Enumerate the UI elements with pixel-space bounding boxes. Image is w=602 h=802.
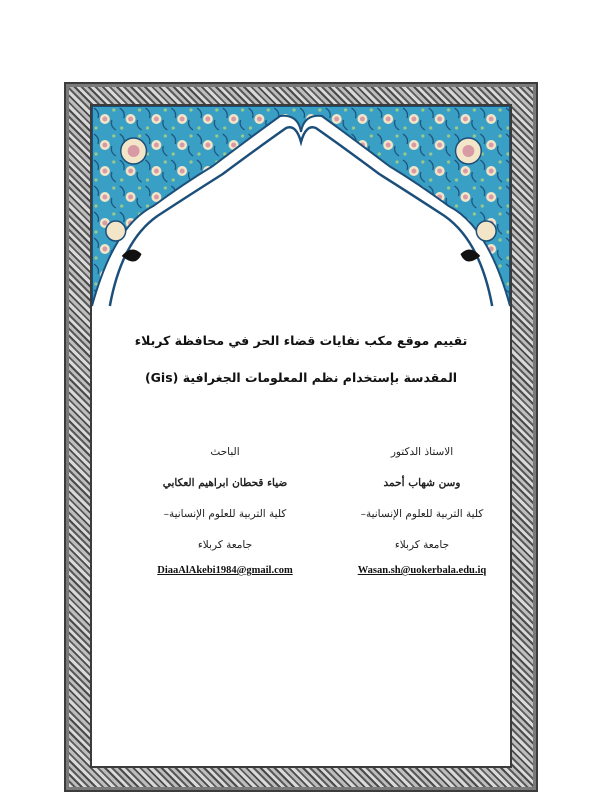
author-right-block xyxy=(337,441,507,576)
author-left-name: ضياء قحطان ابراهيم العكابي xyxy=(162,477,288,489)
author-right-name: وسن شهاب أحمد xyxy=(383,477,461,489)
author-left-email-link[interactable]: DiaaAlAkebi1984@gmail.com xyxy=(157,565,293,576)
author-left-block xyxy=(140,441,310,576)
author-right-email-link[interactable]: Wasan.sh@uokerbala.edu.iq xyxy=(357,565,487,576)
author-right-role: الاستاذ الدكتور xyxy=(390,446,454,458)
author-left-role: الباحث xyxy=(210,446,240,458)
ornamental-arch xyxy=(92,106,510,311)
author-right-university: جامعة كربلاء xyxy=(394,539,450,551)
frame-inner-border xyxy=(90,104,512,768)
cover-page xyxy=(92,106,510,766)
author-left-college: كلية التربية للعلوم الإنسانية– xyxy=(163,508,287,520)
author-right-college: كلية التربية للعلوم الإنسانية– xyxy=(360,508,484,520)
title-line-1: تقييم موقع مكب نفايات قضاء الحر في محافظة كربلاء xyxy=(134,333,468,348)
title-line-2: المقدسة بإستخدام نظم المعلومات الجغرافية (Gis) xyxy=(144,370,458,385)
decorative-frame xyxy=(64,82,538,792)
author-left-university: جامعة كربلاء xyxy=(197,539,253,551)
